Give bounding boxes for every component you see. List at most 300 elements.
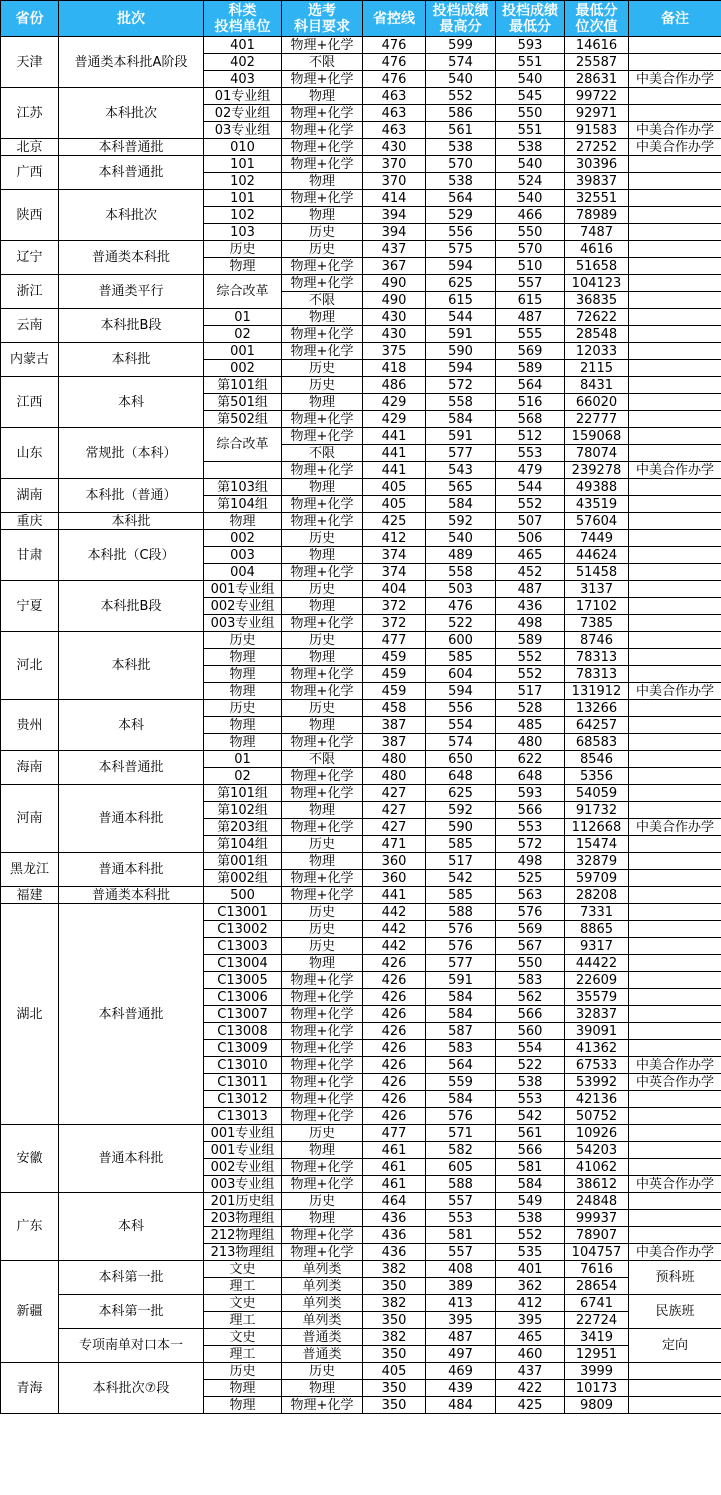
province-cell: 云南 (1, 309, 59, 343)
max-score-cell: 591 (426, 428, 496, 445)
rank-cell: 72622 (565, 309, 629, 326)
note-cell (629, 411, 721, 428)
requirement-cell: 物理+化学 (282, 1057, 363, 1074)
table-row (1, 1193, 721, 1210)
max-score-cell: 517 (426, 853, 496, 870)
min-score-cell: 544 (496, 479, 565, 496)
max-score-cell: 554 (426, 717, 496, 734)
control-line-cell: 426 (363, 1074, 426, 1091)
requirement-cell: 物理 (282, 394, 363, 411)
requirement-cell: 物理 (282, 649, 363, 666)
max-score-cell: 572 (426, 377, 496, 394)
requirement-cell: 物理+化学 (282, 768, 363, 785)
note-cell (629, 615, 721, 632)
note-cell (629, 207, 721, 224)
rank-cell: 5356 (565, 768, 629, 785)
max-score-cell: 585 (426, 887, 496, 904)
requirement-cell: 物理+化学 (282, 343, 363, 360)
control-line-cell: 350 (363, 1278, 426, 1295)
max-score-cell: 557 (426, 1244, 496, 1261)
rank-cell: 39837 (565, 173, 629, 190)
batch-cell: 本科普通批 (59, 751, 204, 785)
max-score-cell: 584 (426, 496, 496, 513)
note-cell: 中美合作办学 (629, 683, 721, 700)
requirement-cell: 物理+化学 (282, 564, 363, 581)
max-score-cell: 591 (426, 972, 496, 989)
min-score-cell: 564 (496, 377, 565, 394)
min-score-cell: 566 (496, 1142, 565, 1159)
rank-cell: 12951 (565, 1346, 629, 1363)
control-line-cell: 405 (363, 479, 426, 496)
requirement-cell: 物理+化学 (282, 989, 363, 1006)
table-header (1, 1, 721, 37)
rank-cell: 50752 (565, 1108, 629, 1125)
min-score-cell: 540 (496, 156, 565, 173)
rank-cell: 104757 (565, 1244, 629, 1261)
max-score-cell: 625 (426, 275, 496, 292)
requirement-cell: 历史 (282, 1193, 363, 1210)
table-row (1, 751, 721, 768)
unit-cell: 文史 (204, 1329, 282, 1346)
max-score-cell: 489 (426, 547, 496, 564)
rank-cell: 3999 (565, 1363, 629, 1380)
requirement-cell: 物理+化学 (282, 1244, 363, 1261)
note-cell (629, 258, 721, 275)
control-line-cell: 441 (363, 462, 426, 479)
control-line-cell: 394 (363, 224, 426, 241)
requirement-cell: 物理 (282, 717, 363, 734)
min-score-cell: 567 (496, 938, 565, 955)
max-score-cell: 648 (426, 768, 496, 785)
min-score-cell: 498 (496, 615, 565, 632)
note-cell (629, 649, 721, 666)
unit-cell: C13006 (204, 989, 282, 1006)
unit-cell: 理工 (204, 1346, 282, 1363)
note-cell (629, 343, 721, 360)
note-cell: 中美合作办学 (629, 1057, 721, 1074)
min-score-cell: 436 (496, 598, 565, 615)
control-line-cell: 471 (363, 836, 426, 853)
header-max-line2: 最高分 (439, 18, 482, 35)
rank-cell: 2115 (565, 360, 629, 377)
rank-cell: 112668 (565, 819, 629, 836)
control-line-cell: 426 (363, 1108, 426, 1125)
max-score-cell: 590 (426, 819, 496, 836)
min-score-cell: 412 (496, 1295, 565, 1312)
unit-cell: 物理 (204, 258, 282, 275)
province-cell: 河北 (1, 632, 59, 700)
rank-cell: 49388 (565, 479, 629, 496)
min-score-cell: 589 (496, 632, 565, 649)
control-line-cell: 461 (363, 1142, 426, 1159)
requirement-cell: 不限 (282, 751, 363, 768)
max-score-cell: 588 (426, 1176, 496, 1193)
rank-cell: 27252 (565, 139, 629, 156)
control-line-cell: 427 (363, 785, 426, 802)
requirement-cell: 历史 (282, 224, 363, 241)
note-cell (629, 717, 721, 734)
table-row (1, 428, 721, 445)
unit-cell: C13007 (204, 1006, 282, 1023)
max-score-cell: 439 (426, 1380, 496, 1397)
unit-cell: 001专业组 (204, 581, 282, 598)
max-score-cell: 585 (426, 836, 496, 853)
requirement-cell: 历史 (282, 836, 363, 853)
requirement-cell: 物理 (282, 1142, 363, 1159)
control-line-cell: 418 (363, 360, 426, 377)
unit-cell: C13008 (204, 1023, 282, 1040)
max-score-cell: 582 (426, 1142, 496, 1159)
batch-cell: 本科普通批 (59, 156, 204, 190)
note-cell (629, 785, 721, 802)
control-line-cell: 374 (363, 547, 426, 564)
min-score-cell: 485 (496, 717, 565, 734)
note-cell: 预科班 (629, 1261, 721, 1295)
max-score-cell: 556 (426, 700, 496, 717)
note-cell (629, 632, 721, 649)
note-cell (629, 887, 721, 904)
note-cell (629, 989, 721, 1006)
requirement-cell: 物理+化学 (282, 683, 363, 700)
unit-cell: 001 (204, 343, 282, 360)
rank-cell: 91583 (565, 122, 629, 139)
max-score-cell: 592 (426, 802, 496, 819)
min-score-cell: 553 (496, 445, 565, 462)
requirement-cell: 不限 (282, 445, 363, 462)
requirement-cell: 历史 (282, 700, 363, 717)
note-cell: 中英合作办学 (629, 1074, 721, 1091)
province-cell: 江苏 (1, 88, 59, 139)
note-cell (629, 938, 721, 955)
max-score-cell: 584 (426, 411, 496, 428)
note-cell (629, 292, 721, 309)
min-score-cell: 550 (496, 955, 565, 972)
max-score-cell: 558 (426, 394, 496, 411)
requirement-cell: 普通类 (282, 1346, 363, 1363)
requirement-cell: 物理+化学 (282, 462, 363, 479)
min-score-cell: 422 (496, 1380, 565, 1397)
min-score-cell: 593 (496, 37, 565, 54)
batch-cell: 本科普通批 (59, 139, 204, 156)
rank-cell: 51658 (565, 258, 629, 275)
min-score-cell: 566 (496, 802, 565, 819)
note-cell (629, 224, 721, 241)
max-score-cell: 584 (426, 1006, 496, 1023)
max-score-cell: 552 (426, 88, 496, 105)
min-score-cell: 549 (496, 1193, 565, 1210)
unit-cell: 物理 (204, 1397, 282, 1414)
batch-cell: 本科批次 (59, 190, 204, 241)
unit-cell: 101 (204, 156, 282, 173)
batch-cell: 本科批（C段） (59, 530, 204, 581)
control-line-cell: 459 (363, 683, 426, 700)
control-line-cell: 476 (363, 71, 426, 88)
requirement-cell: 历史 (282, 1363, 363, 1380)
control-line-cell: 461 (363, 1176, 426, 1193)
unit-cell: 第501组 (204, 394, 282, 411)
control-line-cell: 375 (363, 343, 426, 360)
unit-cell: 第203组 (204, 819, 282, 836)
note-cell (629, 1210, 721, 1227)
requirement-cell: 不限 (282, 292, 363, 309)
unit-cell: 102 (204, 207, 282, 224)
control-line-cell: 405 (363, 1363, 426, 1380)
rank-cell: 41362 (565, 1040, 629, 1057)
province-cell: 浙江 (1, 275, 59, 309)
rank-cell: 54203 (565, 1142, 629, 1159)
control-line-cell: 414 (363, 190, 426, 207)
control-line-cell: 490 (363, 292, 426, 309)
max-score-cell: 581 (426, 1227, 496, 1244)
note-cell (629, 700, 721, 717)
requirement-cell: 物理+化学 (282, 496, 363, 513)
control-line-cell: 476 (363, 54, 426, 71)
max-score-cell: 574 (426, 734, 496, 751)
rank-cell: 28208 (565, 887, 629, 904)
max-score-cell: 590 (426, 343, 496, 360)
rank-cell: 32837 (565, 1006, 629, 1023)
table-row (1, 785, 721, 802)
control-line-cell: 436 (363, 1227, 426, 1244)
rank-cell: 7331 (565, 904, 629, 921)
note-cell (629, 972, 721, 989)
province-cell: 青海 (1, 1363, 59, 1414)
rank-cell: 8865 (565, 921, 629, 938)
rank-cell: 28631 (565, 71, 629, 88)
rank-cell: 57604 (565, 513, 629, 530)
rank-cell: 78313 (565, 649, 629, 666)
table-row (1, 632, 721, 649)
unit-cell: 物理 (204, 666, 282, 683)
header-rank-line1: 最低分 (575, 2, 618, 19)
requirement-cell: 物理+化学 (282, 190, 363, 207)
unit-cell: 物理 (204, 734, 282, 751)
max-score-cell: 570 (426, 156, 496, 173)
min-score-cell: 542 (496, 1108, 565, 1125)
control-line-cell: 459 (363, 666, 426, 683)
min-score-cell: 581 (496, 1159, 565, 1176)
province-cell: 辽宁 (1, 241, 59, 275)
min-score-cell: 584 (496, 1176, 565, 1193)
note-cell (629, 241, 721, 258)
max-score-cell: 559 (426, 1074, 496, 1091)
min-score-cell: 569 (496, 921, 565, 938)
batch-cell: 常规批（本科） (59, 428, 204, 479)
max-score-cell: 594 (426, 683, 496, 700)
unit-cell: 003专业组 (204, 1176, 282, 1193)
table-row (1, 1363, 721, 1380)
table-row (1, 156, 721, 173)
control-line-cell: 382 (363, 1329, 426, 1346)
unit-cell: 003专业组 (204, 615, 282, 632)
note-cell (629, 1363, 721, 1380)
rank-cell: 64257 (565, 717, 629, 734)
note-cell (629, 513, 721, 530)
unit-cell: 第102组 (204, 802, 282, 819)
control-line-cell: 436 (363, 1244, 426, 1261)
rank-cell: 22724 (565, 1312, 629, 1329)
rank-cell: 28548 (565, 326, 629, 343)
rank-cell: 99722 (565, 88, 629, 105)
unit-cell: 历史 (204, 632, 282, 649)
batch-cell: 本科 (59, 1193, 204, 1261)
control-line-cell: 350 (363, 1380, 426, 1397)
province-cell: 山东 (1, 428, 59, 479)
requirement-cell: 历史 (282, 904, 363, 921)
table-row (1, 1125, 721, 1142)
control-line-cell: 442 (363, 938, 426, 955)
requirement-cell: 历史 (282, 632, 363, 649)
control-line-cell: 370 (363, 173, 426, 190)
requirement-cell: 物理+化学 (282, 1040, 363, 1057)
min-score-cell: 545 (496, 88, 565, 105)
unit-cell: C13013 (204, 1108, 282, 1125)
max-score-cell: 389 (426, 1278, 496, 1295)
control-line-cell: 382 (363, 1261, 426, 1278)
requirement-cell: 物理+化学 (282, 513, 363, 530)
batch-cell: 普通类平行 (59, 275, 204, 309)
control-line-cell: 461 (363, 1159, 426, 1176)
requirement-cell: 普通类 (282, 1329, 363, 1346)
note-cell: 定向 (629, 1329, 721, 1363)
unit-cell: 第101组 (204, 785, 282, 802)
max-score-cell: 576 (426, 938, 496, 955)
note-cell (629, 1125, 721, 1142)
control-line-cell: 426 (363, 1023, 426, 1040)
batch-cell: 普通本科批 (59, 785, 204, 853)
min-score-cell: 465 (496, 547, 565, 564)
table-row (1, 853, 721, 870)
requirement-cell: 物理 (282, 88, 363, 105)
note-cell (629, 564, 721, 581)
min-score-cell: 528 (496, 700, 565, 717)
table-row (1, 241, 721, 258)
batch-cell: 普通类本科批 (59, 887, 204, 904)
min-score-cell: 566 (496, 1006, 565, 1023)
unit-cell: 101 (204, 190, 282, 207)
min-score-cell: 524 (496, 173, 565, 190)
min-score-cell: 538 (496, 139, 565, 156)
min-score-cell: 615 (496, 292, 565, 309)
requirement-cell: 单列类 (282, 1261, 363, 1278)
note-cell (629, 1193, 721, 1210)
header-min-line1: 投档成绩 (502, 2, 558, 19)
unit-cell: 第103组 (204, 479, 282, 496)
min-score-cell: 395 (496, 1312, 565, 1329)
max-score-cell: 542 (426, 870, 496, 887)
unit-cell: 物理 (204, 649, 282, 666)
control-line-cell: 458 (363, 700, 426, 717)
unit-cell: 002专业组 (204, 598, 282, 615)
min-score-cell: 552 (496, 1227, 565, 1244)
rank-cell: 3419 (565, 1329, 629, 1346)
max-score-cell: 497 (426, 1346, 496, 1363)
max-score-cell: 571 (426, 1125, 496, 1142)
max-score-cell: 565 (426, 479, 496, 496)
batch-cell: 普通类本科批 (59, 241, 204, 275)
unit-cell: 401 (204, 37, 282, 54)
max-score-cell: 577 (426, 445, 496, 462)
unit-cell: C13010 (204, 1057, 282, 1074)
batch-cell: 本科批 (59, 632, 204, 700)
header-rank-line2: 位次值 (575, 18, 618, 35)
min-score-cell: 498 (496, 853, 565, 870)
requirement-cell: 物理 (282, 955, 363, 972)
note-cell: 中美合作办学 (629, 819, 721, 836)
max-score-cell: 587 (426, 1023, 496, 1040)
note-cell (629, 1142, 721, 1159)
min-score-cell: 576 (496, 904, 565, 921)
note-cell (629, 1159, 721, 1176)
min-score-cell: 552 (496, 496, 565, 513)
max-score-cell: 561 (426, 122, 496, 139)
rank-cell: 54059 (565, 785, 629, 802)
control-line-cell: 426 (363, 1057, 426, 1074)
note-cell: 中美合作办学 (629, 1244, 721, 1261)
control-line-cell: 441 (363, 887, 426, 904)
min-score-cell: 507 (496, 513, 565, 530)
requirement-cell: 物理+化学 (282, 411, 363, 428)
requirement-cell: 单列类 (282, 1312, 363, 1329)
control-line-cell: 404 (363, 581, 426, 598)
control-line-cell: 463 (363, 122, 426, 139)
unit-cell: 第002组 (204, 870, 282, 887)
batch-cell: 本科第一批 (59, 1261, 204, 1295)
rank-cell: 43519 (565, 496, 629, 513)
requirement-cell: 物理+化学 (282, 71, 363, 88)
header-max-line1: 投档成绩 (432, 2, 489, 19)
rank-cell: 10926 (565, 1125, 629, 1142)
min-score-cell: 466 (496, 207, 565, 224)
control-line-cell: 486 (363, 377, 426, 394)
control-line-cell: 441 (363, 428, 426, 445)
table-row (1, 88, 721, 105)
min-score-cell: 557 (496, 275, 565, 292)
max-score-cell: 588 (426, 904, 496, 921)
rank-cell: 17102 (565, 598, 629, 615)
table-row (1, 513, 721, 530)
min-score-cell: 479 (496, 462, 565, 479)
min-score-cell: 538 (496, 1074, 565, 1091)
rank-cell: 9317 (565, 938, 629, 955)
min-score-cell: 512 (496, 428, 565, 445)
rank-cell: 78074 (565, 445, 629, 462)
control-line-cell: 427 (363, 819, 426, 836)
note-cell (629, 1397, 721, 1414)
max-score-cell: 408 (426, 1261, 496, 1278)
unit-cell: 500 (204, 887, 282, 904)
max-score-cell: 576 (426, 921, 496, 938)
unit-cell: 理工 (204, 1312, 282, 1329)
min-score-cell: 522 (496, 1057, 565, 1074)
header-min-line2: 最低分 (509, 18, 551, 35)
min-score-cell: 551 (496, 122, 565, 139)
min-score-cell: 552 (496, 649, 565, 666)
batch-cell: 专项南单对口本一 (59, 1329, 204, 1363)
table-row (1, 377, 721, 394)
note-cell (629, 870, 721, 887)
table-row (1, 1329, 721, 1346)
control-line-cell: 350 (363, 1397, 426, 1414)
batch-cell: 本科批B段 (59, 309, 204, 343)
max-score-cell: 522 (426, 615, 496, 632)
note-cell (629, 547, 721, 564)
rank-cell: 13266 (565, 700, 629, 717)
unit-cell: 物理 (204, 683, 282, 700)
note-cell (629, 598, 721, 615)
rank-cell: 39091 (565, 1023, 629, 1040)
table-row (1, 139, 721, 156)
